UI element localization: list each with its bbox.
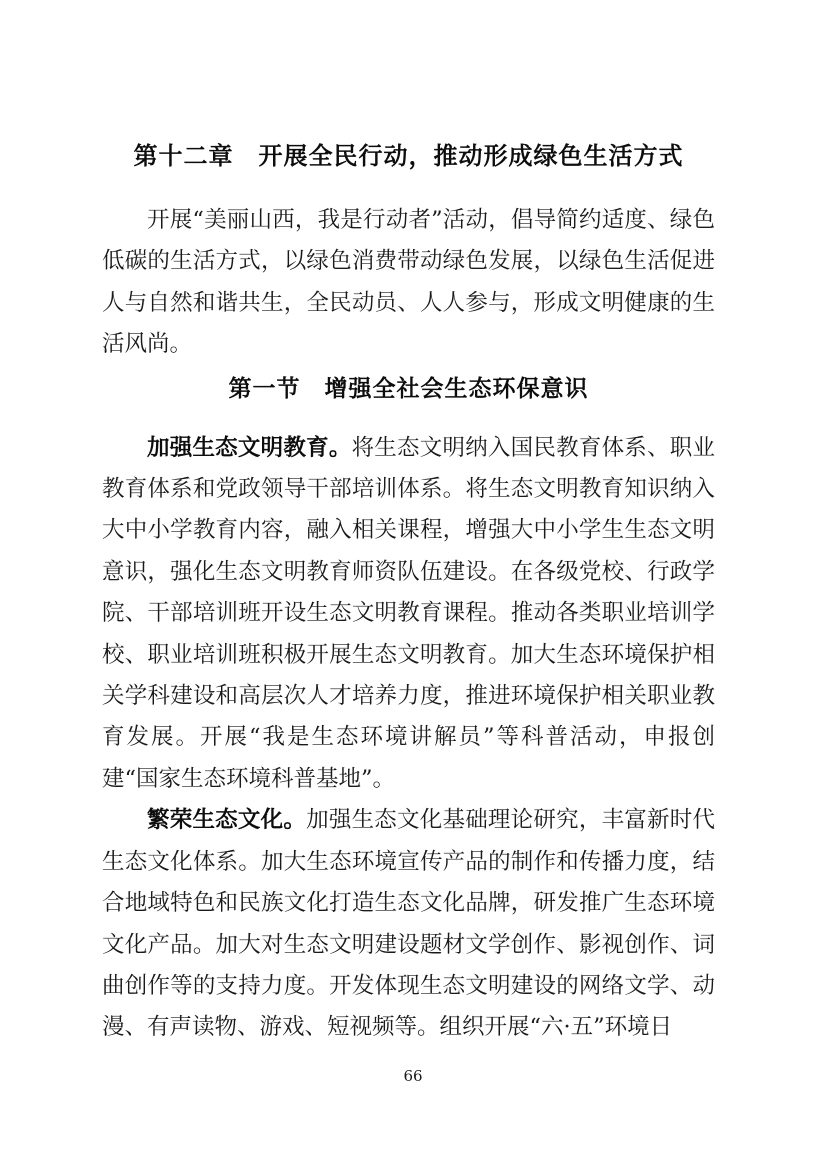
paragraph-ecology-education bbox=[102, 428, 715, 801]
chapter-title: 第十二章 开展全民行动，推动形成绿色生活方式 bbox=[133, 142, 684, 170]
page-content bbox=[102, 140, 715, 1049]
paragraph-body-text: 将生态文明纳入国民教育体系、职业教育体系和党政领导干部培训体系。将生态文明教育知识纳入大中小学教育内容，融入相关课程，增强大中小学生生态文明意识，强化生态文明教育师资队伍建设。在各级党校、行政学院、干部培训班开设生态文明教育课程。推动各类职业培训学校、职业培训班积极开展生态文明教育。加大生态环境保护相关学科建设和高层次人才培养力度，推进环境保护相关职业教育发展。开展“我是生态环境讲解员”等科普活动，申报创建“国家生态环境科普基地”。 bbox=[102, 434, 715, 792]
body-text-block bbox=[102, 200, 715, 1049]
paragraph-body-text: 加强生态文化基础理论研究，丰富新时代生态文化体系。加大生态环境宣传产品的制作和传播力度，结合地域特色和民族文化打造生态文化品牌，研发推广生态环境文化产品。加大对生态文明建设题材文学创作、影视创作、词曲创作等的支持力度。开发体现生态文明建设的网络文学、动漫、有声读物、游戏、短视频等。组织开展“六·五”环境日 bbox=[102, 807, 715, 1041]
intro-paragraph: 开展“美丽山西，我是行动者”活动，倡导简约适度、绿色低碳的生活方式，以绿色消费带动绿色发展，以绿色生活促进人与自然和谐共生，全民动员、人人参与，形成文明健康的生活风尚。 bbox=[102, 207, 715, 358]
page-number: 66 bbox=[403, 1067, 423, 1085]
paragraph-lead-bold: 加强生态文明教育。 bbox=[147, 434, 352, 461]
section-title: 第一节 增强全社会生态环保意识 bbox=[228, 374, 589, 402]
paragraph-lead-bold: 繁荣生态文化。 bbox=[147, 807, 307, 834]
paragraph-ecology-culture bbox=[102, 800, 715, 1048]
